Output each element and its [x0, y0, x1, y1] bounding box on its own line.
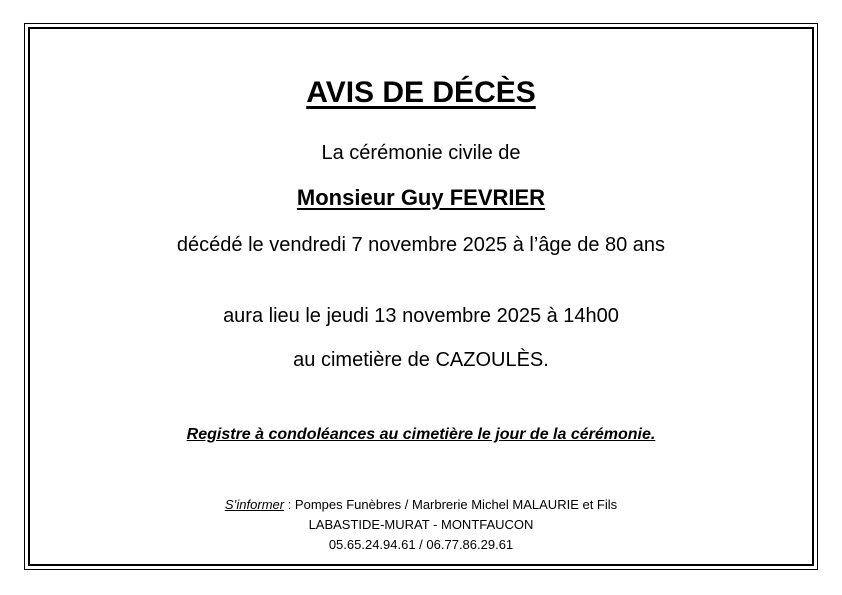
notice-title: AVIS DE DÉCÈS	[306, 76, 536, 109]
footer-inform-line	[0, 497, 842, 512]
inform-label: S’informer	[224, 497, 285, 512]
condolence-registry-note: Registre à condoléances au cimetière le jour de la cérémonie.	[186, 426, 656, 443]
deceased-name: Monsieur Guy FEVRIER	[296, 185, 546, 210]
footer-phones: 05.65.24.94.61 / 06.77.86.29.61	[328, 537, 514, 552]
ceremony-place: au cimetière de CAZOULÈS.	[293, 349, 549, 371]
death-details: décédé le vendredi 7 novembre 2025 à l’âge de 80 ans	[176, 234, 666, 256]
ceremony-date: aura lieu le jeudi 13 novembre 2025 à 14h00	[223, 305, 619, 327]
footer-locations: LABASTIDE-MURAT - MONTFAUCON	[308, 517, 534, 532]
funeral-home-name: : Pompes Funèbres / Marbrerie Michel MALAURIE et Fils	[284, 497, 618, 512]
ceremony-intro: La cérémonie civile de	[321, 142, 521, 164]
